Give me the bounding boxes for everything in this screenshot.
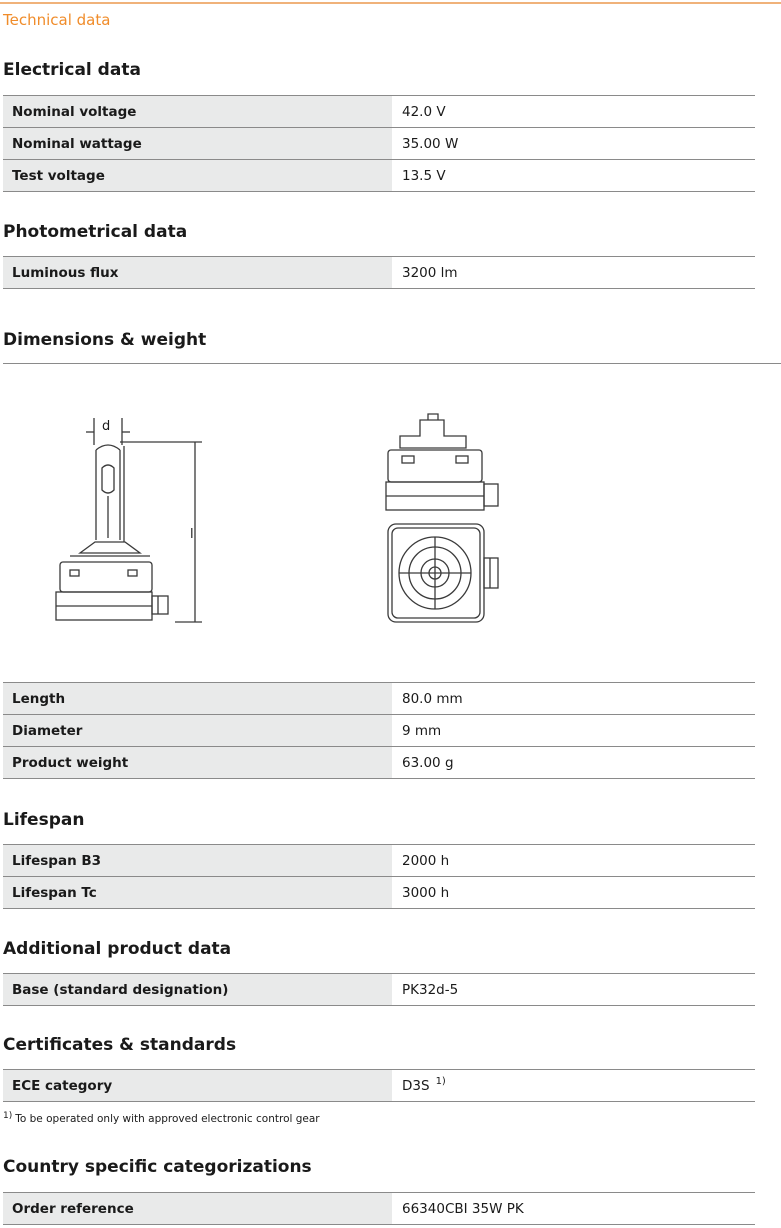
row-label: Diameter bbox=[3, 715, 392, 747]
row-value: 9 mm bbox=[392, 715, 755, 747]
table-row bbox=[3, 257, 755, 289]
row-value: PK32d-5 bbox=[392, 974, 755, 1006]
row-label: Product weight bbox=[3, 747, 392, 779]
footnote bbox=[3, 1113, 320, 1125]
footnote-mark: 1) bbox=[3, 1111, 13, 1121]
row-label: Length bbox=[3, 683, 392, 715]
ece-category-value: D3S bbox=[402, 1077, 430, 1094]
row-value: 63.00 g bbox=[392, 747, 755, 779]
row-value: 2000 h bbox=[392, 845, 755, 877]
section-title-electrical: Electrical data bbox=[3, 60, 141, 80]
row-label: Nominal voltage bbox=[3, 96, 392, 128]
table-row bbox=[3, 1193, 755, 1225]
table-row bbox=[3, 845, 755, 877]
row-value: 13.5 V bbox=[392, 160, 755, 192]
table-row bbox=[3, 160, 755, 192]
row-value: 35.00 W bbox=[392, 128, 755, 160]
row-value: 42.0 V bbox=[392, 96, 755, 128]
additional-table bbox=[3, 973, 755, 1006]
row-label: Lifespan Tc bbox=[3, 877, 392, 909]
country-table bbox=[3, 1192, 755, 1225]
table-row bbox=[3, 974, 755, 1006]
table-row bbox=[3, 715, 755, 747]
table-row bbox=[3, 747, 755, 779]
section-divider bbox=[3, 363, 781, 364]
dimension-l-label: l bbox=[190, 527, 194, 542]
table-row bbox=[3, 128, 755, 160]
page-title: Technical data bbox=[3, 11, 111, 29]
footnote-text: To be operated only with approved electronic control gear bbox=[15, 1113, 320, 1125]
row-label: Lifespan B3 bbox=[3, 845, 392, 877]
row-value: 80.0 mm bbox=[392, 683, 755, 715]
row-value: 3200 lm bbox=[392, 257, 755, 289]
section-title-photometrical: Photometrical data bbox=[3, 222, 188, 242]
electrical-table bbox=[3, 95, 755, 192]
row-value: 66340CBI 35W PK bbox=[392, 1193, 755, 1225]
lifespan-table bbox=[3, 844, 755, 909]
header-rule bbox=[0, 2, 781, 4]
section-title-lifespan: Lifespan bbox=[3, 810, 85, 830]
table-row bbox=[3, 877, 755, 909]
row-label: ECE category bbox=[3, 1070, 392, 1102]
dimension-d-label: d bbox=[102, 419, 111, 434]
row-label: Base (standard designation) bbox=[3, 974, 392, 1006]
section-title-additional: Additional product data bbox=[3, 939, 232, 959]
dimensions-table bbox=[3, 682, 755, 779]
footnote-reference: 1) bbox=[435, 1075, 446, 1087]
lamp-base-views-drawing bbox=[380, 412, 510, 632]
row-label: Order reference bbox=[3, 1193, 392, 1225]
photometrical-table bbox=[3, 256, 755, 289]
row-value bbox=[392, 1070, 755, 1102]
certificates-table bbox=[3, 1069, 755, 1102]
table-row bbox=[3, 96, 755, 128]
row-label: Test voltage bbox=[3, 160, 392, 192]
section-title-certificates: Certificates & standards bbox=[3, 1035, 237, 1055]
section-title-dimensions: Dimensions & weight bbox=[3, 330, 207, 350]
row-label: Nominal wattage bbox=[3, 128, 392, 160]
table-row bbox=[3, 1070, 755, 1102]
section-title-country: Country specific categorizations bbox=[3, 1157, 312, 1177]
row-label: Luminous flux bbox=[3, 257, 392, 289]
row-value: 3000 h bbox=[392, 877, 755, 909]
table-row bbox=[3, 683, 755, 715]
lamp-side-view-drawing bbox=[50, 410, 210, 630]
